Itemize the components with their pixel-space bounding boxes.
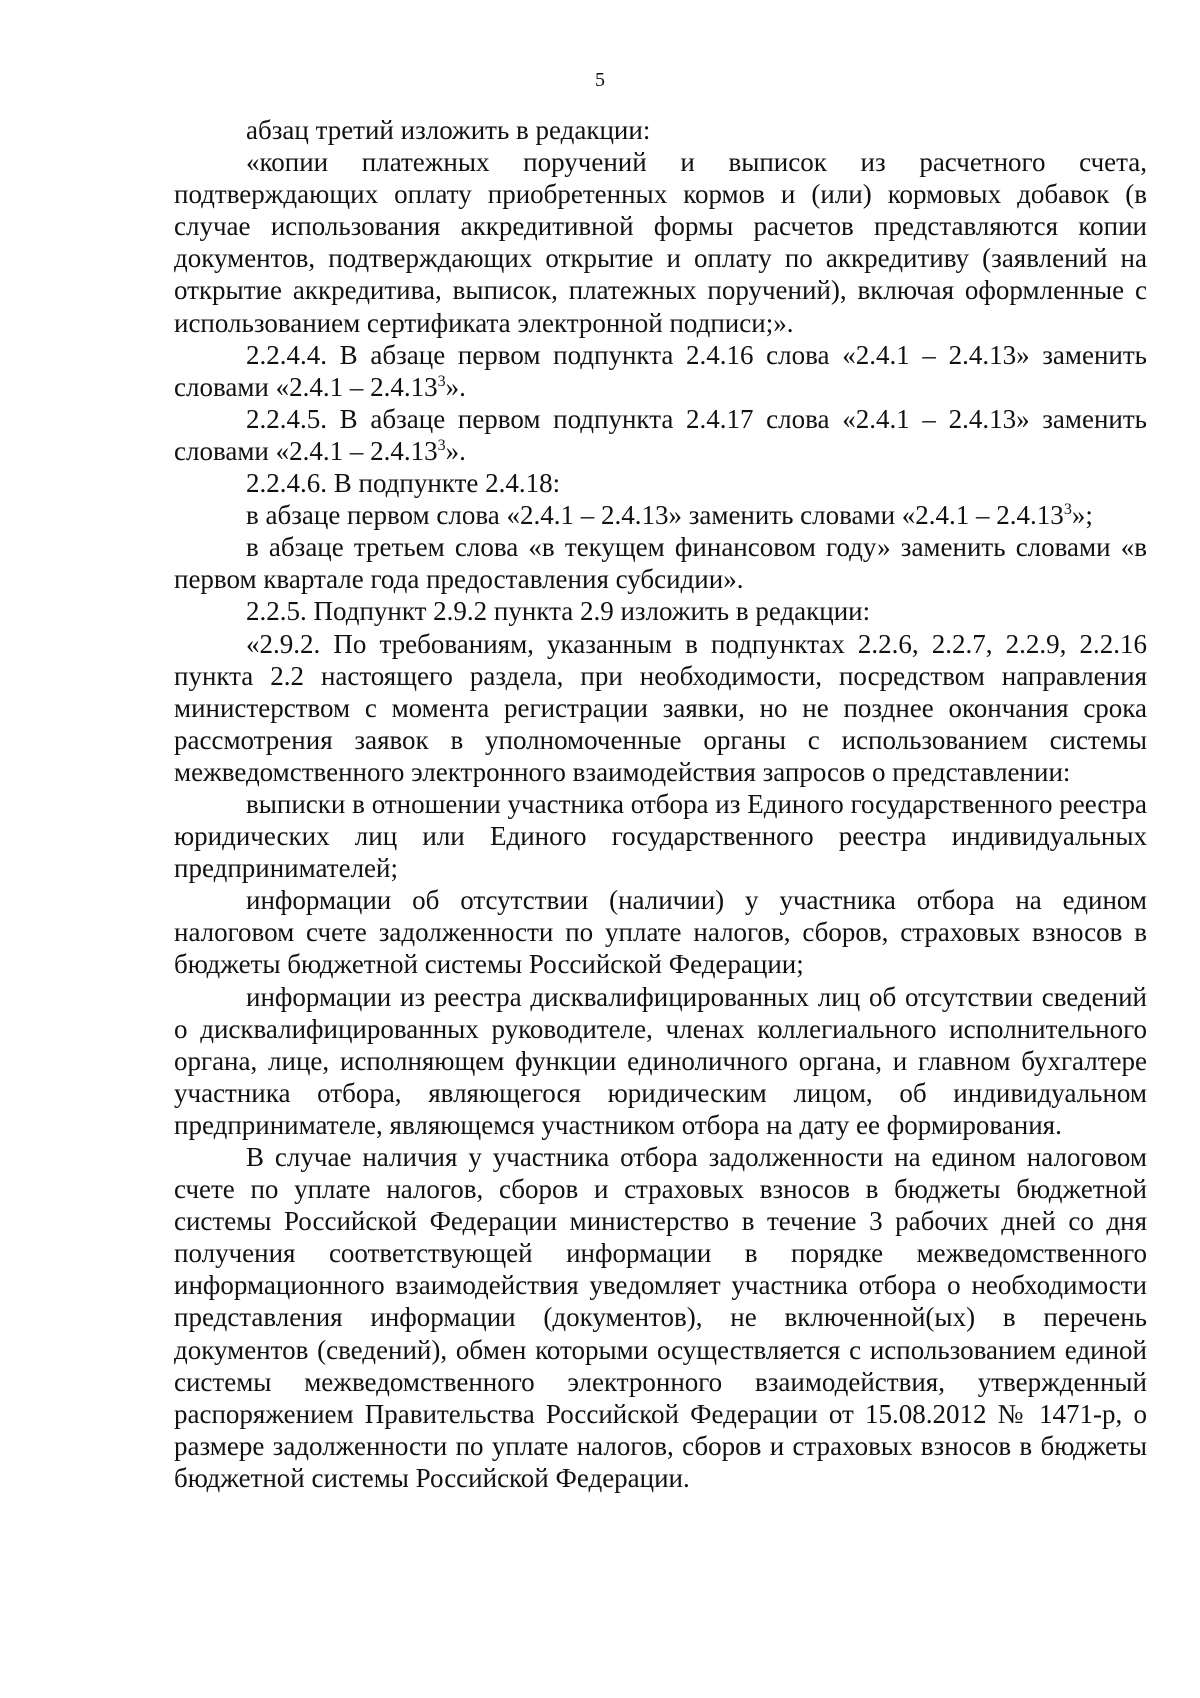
superscript: 3 xyxy=(437,372,446,390)
paragraph: абзац третий изложить в редакции: xyxy=(246,115,651,145)
paragraph: В случае наличия у участника отбора задолженности на едином налоговом счете по уплате налогов, сборов и страховых взносов в бюджеты бюджетной системы Российской Федерации министерство в течение 3 рабочих дней со дня получения соответствующей информации в порядке межведомственного информационного взаимодействия уведомляет участника отбора о необходимости представления информации (документов), не включенной(ых) в перечень документов (сведений), обмен которыми осуществляется с использованием единой системы межведомственного электронного взаимодействия, утвержденный распоряжением Правительства Российской Федерации от 15.08.2012 № 1471-р, о размере задолженности по уплате налогов, сборов и страховых взносов в бюджеты бюджетной системы Российской Федерации. xyxy=(174,1142,1147,1493)
paragraph xyxy=(174,499,1147,531)
paragraph-text: ». xyxy=(445,435,466,466)
paragraph: «копии платежных поручений и выписок из расчетного счета, подтверждающих оплату приобретенных кормов и (или) кормовых добавок (в случае использования аккредитивной формы расчетов представляются копии документов, подтверждающих открытие и оплату по аккредитиву (заявлений на открытие аккредитива, выписок, платежных поручений), включая оформленные с использованием сертификата электронной подписи;». xyxy=(174,147,1147,338)
paragraph-text: 2.2.4.4. В абзаце первом подпункта 2.4.16 слова «2.4.1 – 2.4.13» заменить словами «2.4.1 – 2.4.13 xyxy=(174,339,1147,402)
superscript: 3 xyxy=(1063,501,1072,519)
paragraph: выписки в отношении участника отбора из Единого государственного реестра юридических лиц или Единого государственного реестра индивидуальных предпринимателей; xyxy=(174,788,1147,884)
paragraph xyxy=(174,403,1147,467)
document-body xyxy=(174,114,1147,1494)
superscript: 3 xyxy=(437,436,446,454)
paragraph-text: »; xyxy=(1071,500,1093,531)
paragraph: 2.2.4.6. В подпункте 2.4.18: xyxy=(246,468,561,499)
paragraph: информации об отсутствии (наличии) у участника отбора на едином налоговом счете задолженности по уплате налогов, сборов, страховых взносов в бюджеты бюджетной системы Российской Федерации; xyxy=(174,885,1147,980)
paragraph: 2.2.5. Подпункт 2.9.2 пункта 2.9 изложить в редакции: xyxy=(246,596,871,627)
paragraph-text: ». xyxy=(445,371,466,402)
paragraph xyxy=(174,339,1147,403)
paragraph: в абзаце третьем слова «в текущем финансовом году» заменить словами «в первом квартале года предоставления субсидии». xyxy=(174,532,1147,595)
paragraph-text: в абзаце первом слова «2.4.1 – 2.4.13» заменить словами «2.4.1 – 2.4.13 xyxy=(246,500,1064,531)
paragraph: «2.9.2. По требованиям, указанным в подпунктах 2.2.6, 2.2.7, 2.2.9, 2.2.16 пункта 2.2 настоящего раздела, при необходимости, посредством направления министерством с момента регистрации заявки, но не позднее окончания срока рассмотрения заявок в уполномоченные органы с использованием системы межведомственного электронного взаимодействия запросов о представлении: xyxy=(174,628,1147,787)
paragraph: информации из реестра дисквалифицированных лиц об отсутствии сведений о дисквалифицированных руководителе, членах коллегиального исполнительного органа, лице, исполняющем функции единоличного органа, и главном бухгалтере участника отбора, являющегося юридическим лицом, об индивидуальном предпринимателе, являющемся участником отбора на дату ее формирования. xyxy=(174,981,1147,1140)
paragraph-text: 2.2.4.5. В абзаце первом подпункта 2.4.17 слова «2.4.1 – 2.4.13» заменить словами «2.4.1 – 2.4.13 xyxy=(174,403,1147,466)
page-number: 5 xyxy=(595,69,605,91)
